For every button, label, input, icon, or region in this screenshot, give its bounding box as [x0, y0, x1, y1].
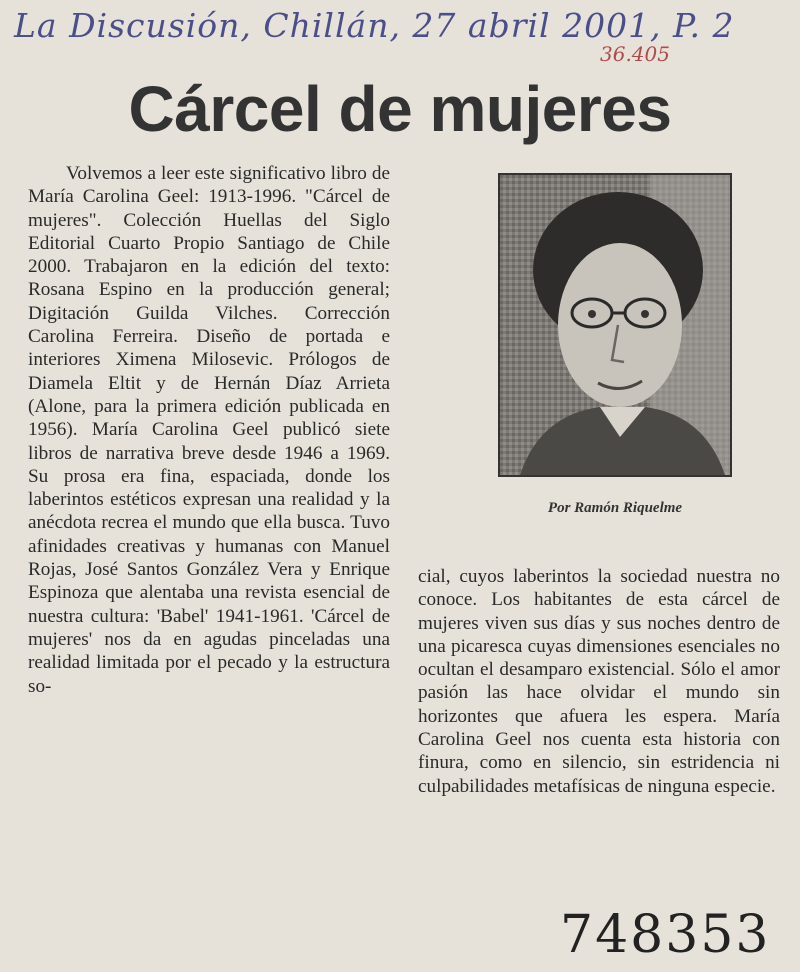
handwritten-source-note: La Discusión, Chillán, 27 abril 2001, P. 2 [14, 6, 735, 45]
author-portrait-image [500, 175, 730, 475]
article-byline: Por Ramón Riquelme [547, 500, 683, 516]
article-body-right: cial, cuyos laberintos la sociedad nuestra no conoce. Los habitantes de esta cárcel de mujeres viven sus días y sus noches dentro de una picaresca cuyas dimensiones esenciales no ocultan el desamparo existencial. Sólo el amor pasión las hace olvidar el mundo sin horizontes que afuera les espera. María Carolina Geel nos cuenta esta historia con finura, como en silencio, sin estridencia ni culpabilidades metafísicas de ninguna especie. [418, 566, 780, 797]
article-body-left: Volvemos a leer este significativo libro de María Carolina Geel: 1913-1996. "Cárcel de mujeres". Colección Huellas del Siglo Editorial Cuarto Propio Santiago de Chile 2000. Trabajaron en la edición del texto: Rosana Espino en la producción general; Digitación Guilda Vilches. Corrección Carolina Ferreira. Diseño de portada e interiores Ximena Milosevic. Prólogos de Diamela Eltit y de Hernán Díaz Arrieta (Alone, para la primera edición publicada en 1956). María Carolina Geel publicó siete libros de narrativa breve desde 1946 a 1969. Su prosa era fina, espaciada, donde los laberintos estéticos expresan una realidad y la anécdota recrea el mundo que ella busca. Tuvo afinidades creativas y humanas con Manuel Rojas, José Santos González Vera y Enrique Espinoza que alentaba una revista esencial de nuestra cultura: 'Babel' 1941-1961. 'Cárcel de mujeres' nos da en agudas pinceladas una realidad limitada por el pecado y la estructura so- [28, 163, 390, 697]
handwritten-catalog-number: 748353 [560, 905, 771, 965]
article-title: Cárcel de mujeres [128, 73, 672, 145]
article-column-left [28, 162, 390, 698]
handwritten-reference-number: 36.405 [600, 42, 670, 66]
article-column-right [418, 565, 780, 798]
author-photo [498, 173, 732, 477]
